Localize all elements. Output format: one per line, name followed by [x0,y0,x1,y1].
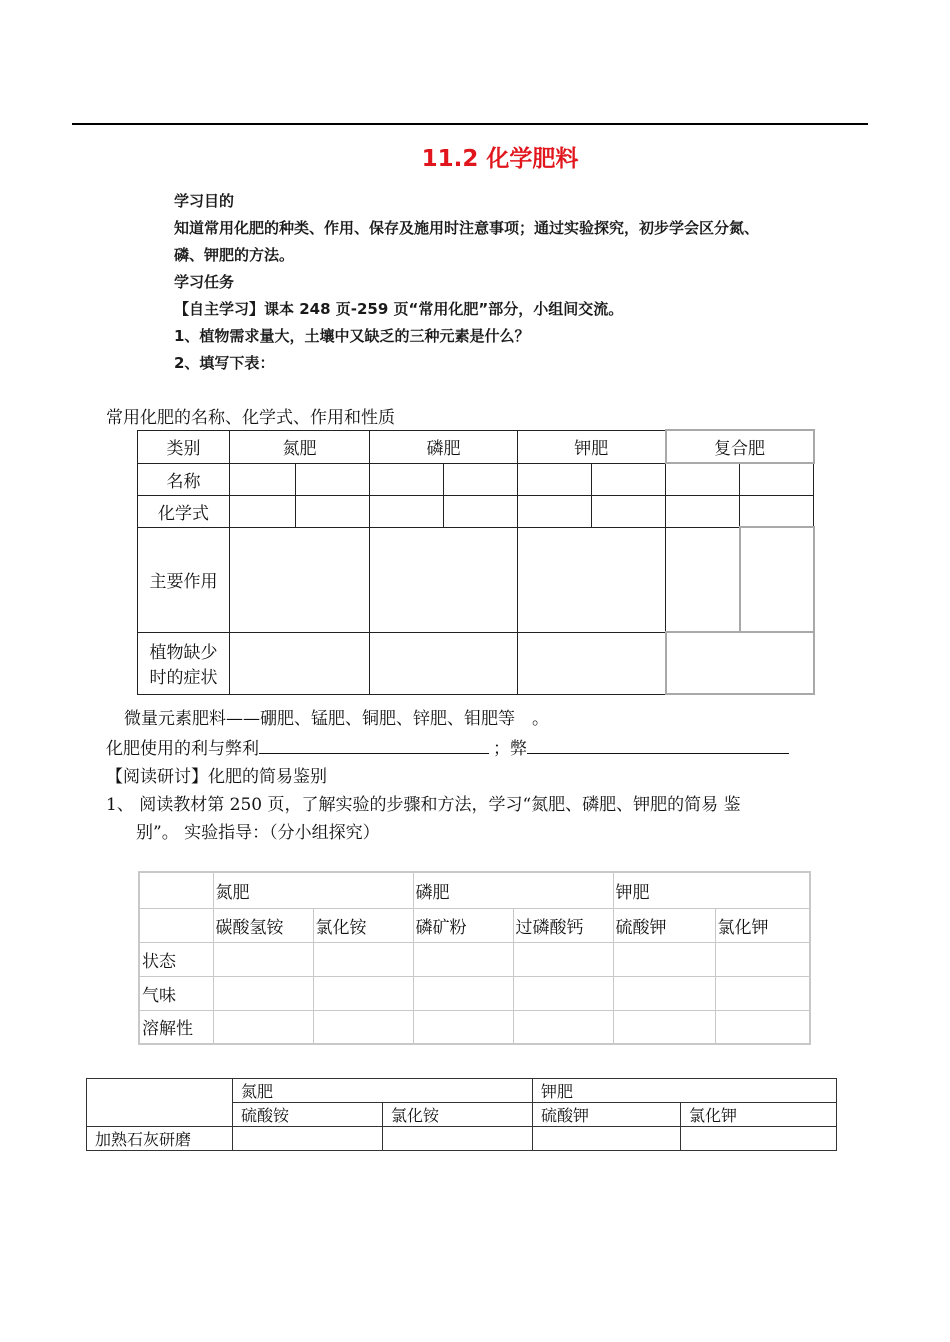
sub-header: 氯化铵 [313,908,413,942]
row-formula-label: 化学式 [138,495,230,527]
cell[interactable] [715,976,810,1010]
cell[interactable] [518,632,666,694]
cell[interactable] [213,976,313,1010]
page-title: 11.2 化学肥料 [421,146,579,172]
sub-header: 氯化钾 [681,1103,837,1127]
row-label: 状态 [139,942,213,976]
objectives-heading: 学习目的 [174,192,235,210]
group-nitrogen: 氮肥 [233,1079,533,1103]
cell[interactable] [230,463,296,495]
row-name-label: 名称 [138,463,230,495]
cell[interactable] [444,495,518,527]
cell[interactable] [513,942,613,976]
micro-nutrients: 微量元素肥料——硼肥、锰肥、铜肥、锌肥、钼肥等 。 [124,709,549,729]
header-category: 类别 [138,430,230,463]
sub-header: 碳酸氢铵 [213,908,313,942]
cell[interactable] [383,1127,533,1151]
reading-item-1-cont: 别”。 实验指导：（分小组探究） [136,823,380,843]
row-deficiency-line-1: 植物缺少 [149,643,218,663]
cell[interactable] [666,527,740,632]
pros-blank[interactable] [259,735,489,754]
sub-header: 氯化铵 [383,1103,533,1127]
fertilizer-table [137,429,815,695]
cell[interactable] [370,463,444,495]
question-2: 2、填写下表： [174,354,275,372]
reading-item-1: 1、 阅读教材第 250 页，了解实验的步骤和方法，学习“氮肥、磷肥、钾肥的简易 鉴 [106,795,741,815]
cell[interactable] [370,632,518,694]
cell[interactable] [518,495,592,527]
sub-header: 硫酸钾 [613,908,715,942]
cell[interactable] [413,942,513,976]
row-deficiency-label [138,632,230,694]
group-nitrogen: 氮肥 [213,872,413,908]
cell[interactable] [413,1010,513,1044]
cell[interactable] [230,495,296,527]
cell[interactable] [613,942,715,976]
cell[interactable] [715,942,810,976]
pros-cons-line [106,734,789,759]
cell[interactable] [230,632,370,694]
cell[interactable] [592,463,666,495]
header-nitrogen: 氮肥 [230,430,370,463]
row-label: 加熟石灰研磨 [87,1127,233,1151]
cell[interactable] [370,527,518,632]
cell[interactable] [518,463,592,495]
question-1: 1、植物需求量大，土壤中又缺乏的三种元素是什么？ [174,327,530,345]
corner-cell [87,1079,233,1127]
cell[interactable] [444,463,518,495]
reading-heading: 【阅读研讨】化肥的简易鉴别 [106,767,327,787]
row-function-label: 主要作用 [138,527,230,632]
group-phosphorus: 磷肥 [413,872,613,908]
cell[interactable] [313,1010,413,1044]
sub-header: 氯化钾 [715,908,810,942]
corner-cell [139,872,213,908]
cell[interactable] [666,463,740,495]
row-label: 溶解性 [139,1010,213,1044]
cell[interactable] [513,1010,613,1044]
cell[interactable] [740,463,814,495]
cell[interactable] [613,1010,715,1044]
pros-label: 化肥使用的利与弊利 [106,739,259,759]
header-potassium: 钾肥 [518,430,666,463]
sub-header: 硫酸钾 [533,1103,681,1127]
cell[interactable] [592,495,666,527]
sub-header: 磷矿粉 [413,908,513,942]
sub-header: 过磷酸钙 [513,908,613,942]
cell[interactable] [715,1010,810,1044]
cell[interactable] [296,495,370,527]
self-study: 【自主学习】课本 248 页-259 页“常用化肥”部分，小组间交流。 [174,300,624,318]
header-compound: 复合肥 [666,430,814,463]
objectives-text-2: 磷、钾肥的方法。 [174,246,295,264]
cell[interactable] [413,976,513,1010]
cell[interactable] [233,1127,383,1151]
cell[interactable] [740,527,814,632]
identification-table [138,871,811,1045]
row-label: 气味 [139,976,213,1010]
header-rule [72,123,868,125]
cons-blank[interactable] [527,735,789,754]
cell[interactable] [313,942,413,976]
cell[interactable] [230,527,370,632]
objectives-text-1: 知道常用化肥的种类、作用、保存及施用时注意事项；通过实验探究，初步学会区分氮、 [174,219,760,237]
tasks-heading: 学习任务 [174,273,235,291]
cell[interactable] [213,1010,313,1044]
row-deficiency-line-2: 时的症状 [149,668,218,688]
sub-header: 硫酸铵 [233,1103,383,1127]
cell[interactable] [666,632,814,694]
group-potassium: 钾肥 [613,872,810,908]
cell[interactable] [533,1127,681,1151]
header-phosphorus: 磷肥 [370,430,518,463]
table1-caption: 常用化肥的名称、化学式、作用和性质 [106,408,395,428]
cell[interactable] [513,976,613,1010]
lime-grinding-table [86,1078,837,1151]
cell[interactable] [518,527,666,632]
cell[interactable] [681,1127,837,1151]
cons-label: ；弊 [493,739,527,759]
cell[interactable] [370,495,444,527]
cell[interactable] [740,495,814,527]
cell[interactable] [613,976,715,1010]
cell[interactable] [213,942,313,976]
corner-cell [139,908,213,942]
group-potassium: 钾肥 [533,1079,837,1103]
cell[interactable] [313,976,413,1010]
cell[interactable] [666,495,740,527]
cell[interactable] [296,463,370,495]
